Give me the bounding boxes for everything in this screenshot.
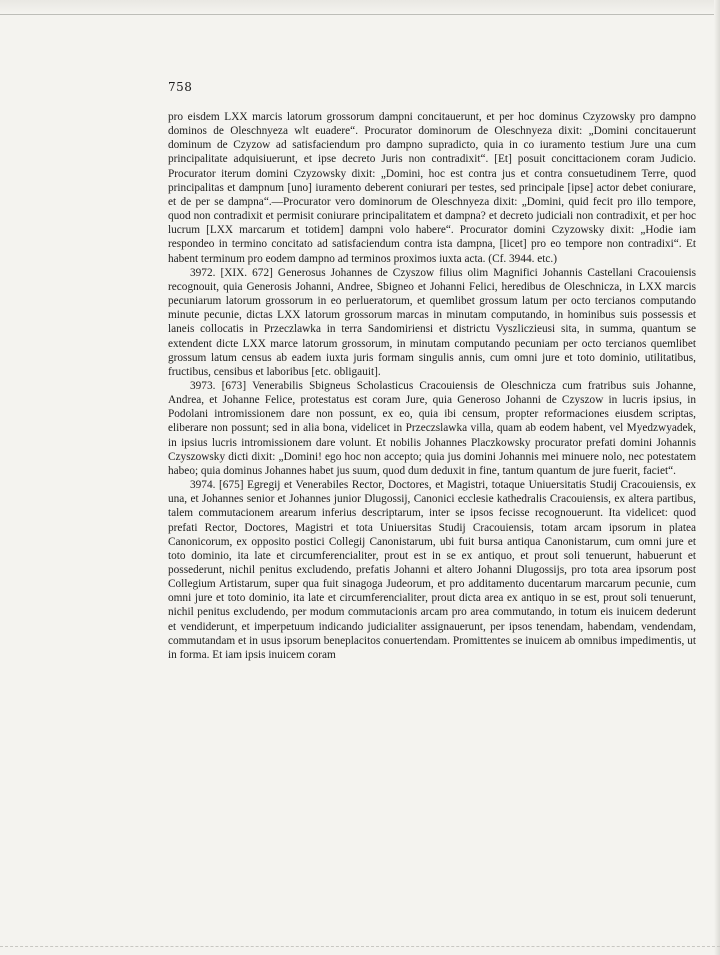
scan-right-edge	[714, 0, 720, 955]
page-text	[168, 110, 696, 662]
scan-bottom-edge	[0, 946, 720, 955]
paragraph-3972: 3972. [XIX. 672] Generosus Johannes de Czyszow filius olim Magnifici Johannis Castellani Cracouiensis recognouit, quia Generosis Johanni, Andree, Sbigneo et Johanni Felici, heredibus de Oleschnicza, in LXX marcis pecuniarum latorum grossorum in eo perlueratorum, et quemlibet grossum latum per octo tercianos computando minute pecunie, dictas LXX latorum grossorum marcas in minutam computando, in hominibus suis possessis et laneis collocatis in Przeczlawka in terra Sandomiriensi et districtu Vyszliczieusi sita, in summa, quantum se extendent dicte LXX marce latorum grossorum, in minutam computando pecuniam per octo tercianos quemlibet grossum latum census ab eadem iuxta juris formam singulis annis, cum omni jure et toto dominio, utilitatibus, fructibus, censibus et laboribus [etc. obligauit].	[168, 266, 696, 378]
paragraph-3973: 3973. [673] Venerabilis Sbigneus Scholasticus Cracouiensis de Oleschnicza cum fratribus suis Johanne, Andrea, et Johanne Felice, protestatus est coram Jure, quia Generoso Johanni de Czyszow in lucris ipsius, in Podolani intromissionem dare non possunt, ex eo, quia ibi censum, propter reformaciones eiusdem scriptas, eliberare non possunt; sed in alia bona, videlicet in Przeczslawka villa, quam ab eodem habent, vel Myedzwyadek, in ipsius lucris intromissionem dare volunt. Et nobilis Johannes Placzkowsky procurator prefati domini Johannis Czyszowsky dicti dixit: „Domini! ego hoc non accepto; quia jus domini Johannis mei minuere nolo, nec potestatem habeo; quia dominus Johannes habet jus suum, quod dum deduxit in fine, tantum quantum de jure fuerit, faciet“.	[168, 379, 696, 477]
scan-top-edge	[0, 0, 720, 15]
page-number: 758	[168, 80, 193, 94]
paragraph-continuation: pro eisdem LXX marcis latorum grossorum dampni concitauerunt, et per hoc dominus Czyzowsky pro dampno dominos de Oleschnyeza wlt euadere“. Procurator dominorum de Oleschnyeza dixit: „Domini concitauerunt dominum de Czyzow ad satisfaciendum pro dampno supradicto, quia in co iuramento testium Jure una cum principalitate adquisiuerunt, et ipse decreto Juris non contradixit“. [Et] posuit concittacionem coram Judicio. Procurator iterum domini Czyzowsky dixit: „Domini, hoc est contra jus et contra consuetudinem Terre, quod principalitas et dampnum [uno] iuramento deberent coniurari per testes, sed principale [ipse] actor debet coniurare, et de per se dampna“.—Procurator vero dominorum de Oleschnyeza dixit: „Domini, quid fecit pro illo tempore, quod non contradixit et permisit coniurare principalitatem et dampna? et decreto judiciali non contradixit, et per hoc lucrum [LXX marcarum et totidem] dampni volo habere“. Procurator domini Czyzowsky dixit: „Hodie iam respondeo in termino concitato ad satisfaciendum contra ista dampna, [licet] pro eo tempore non contradixi“. Et habent terminum pro eodem dampno ad terminos proximos iuxta acta. (Cf. 3944. etc.)	[168, 111, 696, 265]
paragraph-3974: 3974. [675] Egregij et Venerabiles Rector, Doctores, et Magistri, totaque Uniuersitatis Studij Cracouiensis, ex una, et Johannes senior et Johannes junior Dlugossij, Canonici ecclesie kathedralis Cracouiensis, ex altera partibus, talem commutacionem arearum inferius descriptarum, inter se ipsos fecisse recognouerunt. Ita videlicet: quod prefati Rector, Doctores, Magistri et tota Uniuersitas Studij Cracouiensis, totam arcam ipsorum in platea Canonicorum, ex opposito postici Collegij Canonistarum, ubi fuit bursa antiqua Canonistarum, cum omni jure et toto dominio, ita late et circumferencialiter, prout est in se ex antiquo, et prout soli tenuerunt, habuerunt et possederunt, nichil penitus excludendo, prefatis Johanni et altero Johanni Dlugossijs, pro tota area ipsorum post Collegium Artistarum, super qua fuit sinagoga Judeorum, et pro additamento ducentarum marcarum pecunie, cum omni jure et toto dominio, ita late et circumferencialiter, prout dicta area ex antiquo in se est, prout soli tenuerunt, nichil penitus excludendo, per modum commutacionis arcam pro area commutando, in totum eis inuicem dederunt et vendiderunt, et imperpetuum indicando judicialiter assignauerunt, per ipsos tenendam, habendam, vendendam, commutandam et in usus ipsorum beneplacitos conuertendam. Promittentes se inuicem ab omnibus impedimentis, ut in forma. Et iam ipsis inuicem coram	[168, 479, 696, 661]
